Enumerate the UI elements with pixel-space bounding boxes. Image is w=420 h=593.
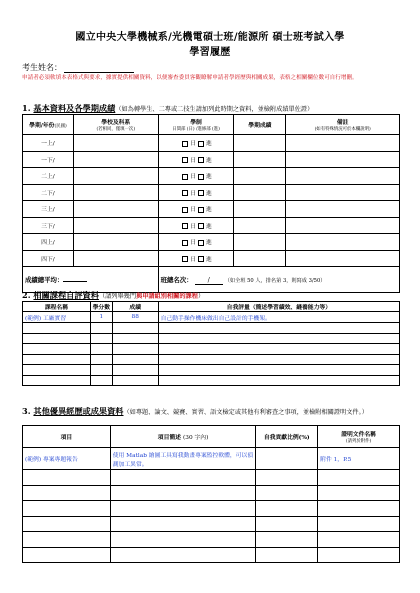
grade-header: 學期成績: [234, 115, 286, 135]
grade-row: [23, 168, 400, 185]
course-cell[interactable]: [23, 375, 91, 386]
file-header: 證明文件名稱 (請列於附件): [318, 426, 400, 448]
school-cell[interactable]: [73, 168, 158, 185]
day-label: 日: [190, 256, 197, 263]
score-cell[interactable]: [112, 375, 158, 386]
eval-cell[interactable]: [158, 365, 399, 376]
credits-cell[interactable]: [90, 344, 112, 355]
day-checkbox[interactable]: [182, 223, 188, 229]
desc-cell[interactable]: [110, 547, 256, 563]
contrib-cell[interactable]: [256, 470, 318, 486]
desc-cell[interactable]: [110, 485, 256, 501]
grade-row: [23, 201, 400, 218]
achievement-row: [23, 532, 400, 548]
term-cell: 二下/: [23, 184, 74, 201]
desc-cell[interactable]: [110, 516, 256, 532]
desc-cell[interactable]: [110, 501, 256, 517]
contrib-cell[interactable]: [256, 532, 318, 548]
night-label: 進: [206, 223, 212, 230]
achievement-rows: [23, 470, 400, 563]
night-label: 進: [206, 240, 212, 247]
term-cell: 四上/: [23, 234, 74, 251]
eval-header: 自我評量（簡述學習績效、縫養能力等）: [158, 302, 399, 312]
achievements-table: [22, 425, 400, 563]
school-header: 學校及科系 (若相同，僅填一次): [73, 115, 158, 135]
credits-cell[interactable]: [90, 375, 112, 386]
remark-cell[interactable]: [286, 217, 400, 234]
credits-cell[interactable]: [90, 354, 112, 365]
grade-cell[interactable]: [234, 217, 286, 234]
average-cell: 成績總平均：: [23, 267, 159, 293]
grade-cell[interactable]: [234, 151, 286, 168]
achievement-row: [23, 485, 400, 501]
contrib-cell[interactable]: [256, 485, 318, 501]
grade-cell[interactable]: [234, 168, 286, 185]
section2-title: 相關課程自評資料: [33, 290, 99, 300]
night-checkbox[interactable]: [198, 223, 204, 229]
score-cell[interactable]: [112, 354, 158, 365]
achievement-row: [23, 470, 400, 486]
remark-cell[interactable]: [286, 250, 400, 267]
section1-title: 基本資料及各學期成績: [33, 103, 116, 113]
grade-cell[interactable]: [234, 234, 286, 251]
achievement-row: [23, 516, 400, 532]
grades-table: [22, 114, 400, 293]
remark-cell[interactable]: [286, 135, 400, 152]
system-cell: [158, 151, 234, 168]
achievements-header-row: [23, 426, 400, 448]
day-checkbox[interactable]: [182, 141, 188, 147]
eval-cell[interactable]: [158, 344, 399, 355]
credits-cell[interactable]: [90, 333, 112, 344]
night-checkbox[interactable]: [198, 207, 204, 213]
course-cell[interactable]: [23, 333, 91, 344]
course-row: [23, 333, 400, 344]
school-cell[interactable]: [73, 234, 158, 251]
term-header: 學期/年份(民國): [23, 115, 74, 135]
term-cell: 二上/: [23, 168, 74, 185]
school-cell[interactable]: [73, 217, 158, 234]
contrib-cell[interactable]: [256, 501, 318, 517]
eval-cell[interactable]: [158, 323, 399, 334]
night-label: 進: [206, 157, 212, 164]
score-header: 成績: [112, 302, 158, 312]
score-cell[interactable]: [112, 333, 158, 344]
day-label: 日: [190, 141, 197, 148]
course-cell[interactable]: [23, 354, 91, 365]
night-label: 進: [206, 174, 212, 181]
school-cell[interactable]: [73, 184, 158, 201]
eval-cell[interactable]: [158, 354, 399, 365]
grade-row: [23, 135, 400, 152]
section1-note: （如為轉學生、二專或二技生請加列此時期之資料，並檢附成績單佐證）: [115, 106, 314, 113]
system-cell: [158, 250, 234, 267]
day-label: 日: [190, 157, 197, 164]
file-cell[interactable]: [318, 470, 400, 486]
eval-cell[interactable]: [158, 333, 399, 344]
section3-title: 其他優異經歷或成果資料: [33, 406, 124, 416]
achievement-row: [23, 501, 400, 517]
score-cell[interactable]: [112, 344, 158, 355]
course-cell[interactable]: [23, 344, 91, 355]
remark-cell[interactable]: [286, 201, 400, 218]
night-checkbox[interactable]: [198, 141, 204, 147]
night-checkbox[interactable]: [198, 240, 204, 246]
section3-number: 3.: [22, 406, 31, 416]
contrib-cell[interactable]: [256, 547, 318, 563]
remark-cell[interactable]: [286, 234, 400, 251]
average-field[interactable]: [63, 276, 87, 282]
course-cell[interactable]: [23, 323, 91, 334]
night-label: 進: [206, 141, 212, 148]
day-checkbox[interactable]: [182, 157, 188, 163]
night-checkbox[interactable]: [198, 190, 204, 196]
section2-heading: 2. 相關課程自評資料（請列舉幾門與申請組別相關的課程）: [22, 290, 205, 300]
remark-header: 備註 (如有特殊情況可於本欄說明): [286, 115, 400, 135]
grade-cell[interactable]: [234, 201, 286, 218]
day-checkbox[interactable]: [182, 256, 188, 262]
term-cell: 一下/: [23, 151, 74, 168]
item-cell[interactable]: [23, 485, 111, 501]
system-header: 學制 日間部 (日) /進修部 (進): [158, 115, 234, 135]
applicant-name-row: [22, 62, 134, 73]
course-row: [23, 323, 400, 334]
grade-cell[interactable]: [234, 184, 286, 201]
grade-row: [23, 234, 400, 251]
day-label: 日: [190, 190, 197, 197]
section3-note: （如專題、論文、競賽、實習、語文檢定或其他有利審查之事項，並檢附相關證明文件。）: [123, 409, 368, 416]
score-cell[interactable]: [112, 365, 158, 376]
system-cell: [158, 201, 234, 218]
item-cell[interactable]: [23, 547, 111, 563]
eval-cell[interactable]: [158, 375, 399, 386]
course-row: [23, 375, 400, 386]
school-cell[interactable]: [73, 201, 158, 218]
day-checkbox[interactable]: [182, 190, 188, 196]
school-cell[interactable]: [73, 135, 158, 152]
section1-number: 1.: [22, 103, 31, 113]
term-cell: 一上/: [23, 135, 74, 152]
day-checkbox[interactable]: [182, 207, 188, 213]
course-row: [23, 365, 400, 376]
day-label: 日: [190, 223, 197, 230]
course-cell[interactable]: [23, 365, 91, 376]
day-label: 日: [190, 240, 197, 247]
course-header: 課程名稱: [23, 302, 91, 312]
courses-table: [22, 301, 400, 386]
day-checkbox[interactable]: [182, 174, 188, 180]
desc-cell[interactable]: [110, 470, 256, 486]
grade-cell[interactable]: [234, 250, 286, 267]
term-cell: 三下/: [23, 217, 74, 234]
credits-cell[interactable]: [90, 365, 112, 376]
system-cell: [158, 168, 234, 185]
remark-cell[interactable]: [286, 151, 400, 168]
item-cell[interactable]: [23, 516, 111, 532]
day-checkbox[interactable]: [182, 240, 188, 246]
system-cell: [158, 135, 234, 152]
section2-number: 2.: [22, 290, 31, 300]
grades-header-row: [23, 115, 400, 135]
grade-cell[interactable]: [234, 135, 286, 152]
grade-rows: [23, 135, 400, 267]
grade-row: [23, 151, 400, 168]
credits-header: 學分數: [90, 302, 112, 312]
school-cell[interactable]: [73, 151, 158, 168]
term-cell: 三上/: [23, 201, 74, 218]
achievement-example-row: (範例) 專案專題報告 使用 Matlab 繪圖工具寫我動畫專案監控軟體，可以偵測加工異常。 附件 1，P.5: [23, 448, 400, 470]
grade-row: [23, 184, 400, 201]
day-label: 日: [190, 174, 197, 181]
courses-header-row: [23, 302, 400, 312]
file-cell[interactable]: [318, 547, 400, 563]
achievement-row: [23, 547, 400, 563]
item-cell[interactable]: [23, 532, 111, 548]
day-label: 日: [190, 207, 197, 214]
credits-cell[interactable]: [90, 323, 112, 334]
item-cell[interactable]: [23, 501, 111, 517]
desc-header: 項目簡述 (30 字內): [110, 426, 256, 448]
section2-note-emphasis: 與申請組別相關的課程: [136, 293, 198, 300]
course-example-row: (範例) 工廠實習 1 88 自己動手操作機床做出自己設計的手機架。: [23, 312, 400, 323]
course-row: [23, 354, 400, 365]
term-cell: 四下/: [23, 250, 74, 267]
file-cell[interactable]: [318, 516, 400, 532]
course-row: [23, 344, 400, 355]
page-subtitle: 學習履歷: [189, 47, 231, 58]
school-cell[interactable]: [73, 250, 158, 267]
page-title: 國立中央大學機械系/光機電碩士班/能源所 碩士班考試入學: [75, 32, 345, 43]
grade-row: [23, 250, 400, 267]
name-label: 考生姓名：: [22, 63, 62, 72]
grade-row: [23, 217, 400, 234]
section3-heading: [22, 406, 402, 418]
summary-row: [23, 267, 400, 293]
night-checkbox[interactable]: [198, 157, 204, 163]
section1-heading: [22, 103, 313, 114]
night-label: 進: [206, 190, 212, 197]
score-cell[interactable]: [112, 323, 158, 334]
night-label: 進: [206, 256, 212, 263]
item-header: 項目: [23, 426, 111, 448]
night-checkbox[interactable]: [198, 174, 204, 180]
system-cell: [158, 217, 234, 234]
contrib-cell[interactable]: [256, 516, 318, 532]
item-cell[interactable]: [23, 470, 111, 486]
contrib-header: 自我貢獻比例(%): [256, 426, 318, 448]
file-cell[interactable]: [318, 532, 400, 548]
system-cell: [158, 184, 234, 201]
system-cell: [158, 234, 234, 251]
remark-cell[interactable]: [286, 168, 400, 185]
notice-text: 申請者必須軟填本表格式與要求，據實提供相關資料，以便審查委員客觀瞭解申請者學經歷與相關成果，表格之相關欄位數可自行增刪。: [22, 75, 358, 81]
file-cell[interactable]: [318, 501, 400, 517]
rank-field[interactable]: /: [195, 276, 223, 285]
night-label: 進: [206, 207, 212, 214]
course-rows: [23, 323, 400, 386]
desc-cell[interactable]: [110, 532, 256, 548]
remark-cell[interactable]: [286, 184, 400, 201]
name-field[interactable]: [64, 65, 134, 73]
night-checkbox[interactable]: [198, 256, 204, 262]
file-cell[interactable]: [318, 485, 400, 501]
rank-cell: 班總名次： / （如全班 50 人，排名第 3，則寫成 3/50）: [158, 267, 399, 293]
